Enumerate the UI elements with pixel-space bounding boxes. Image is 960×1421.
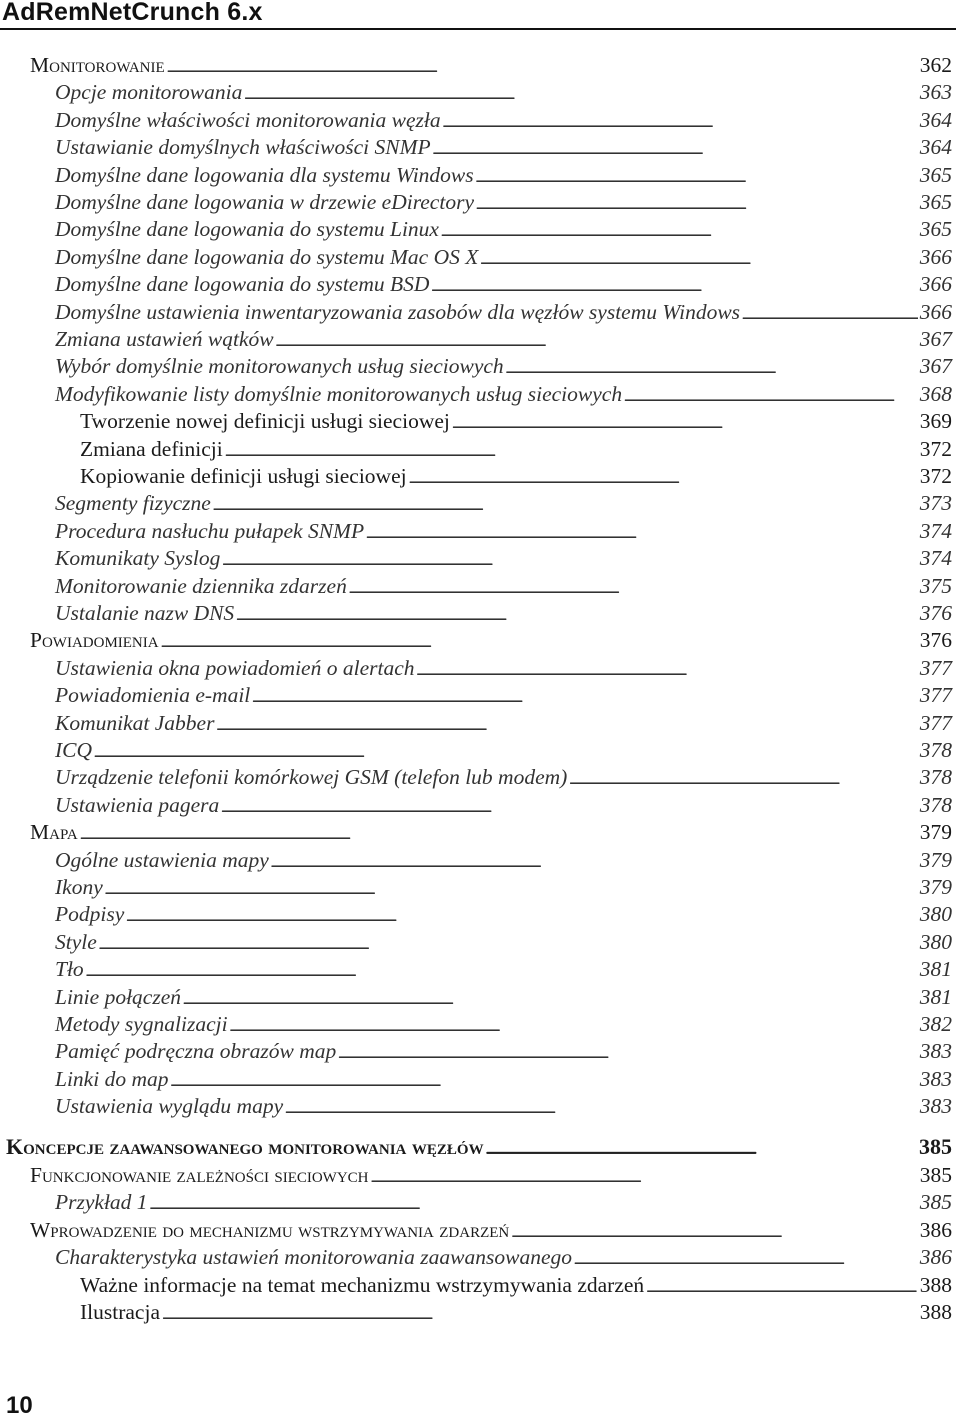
toc-entry-title: ICQ <box>55 738 93 762</box>
toc-entry-level-2[interactable] <box>55 1066 952 1093</box>
toc-entry-page: 374 <box>919 546 952 571</box>
dot-leader <box>230 1011 918 1041</box>
toc-entry-page: 365 <box>919 162 952 187</box>
toc-entry-title: Ustawienia okna powiadomień o alertach <box>55 655 415 680</box>
toc-entry-level-2[interactable] <box>55 1093 952 1120</box>
toc-entry-page: 362 <box>919 53 952 77</box>
toc-entry-title: Domyślne dane logowania do systemu Linux <box>55 217 439 242</box>
toc-entry-title: Komunikaty Syslog <box>55 546 221 571</box>
toc-entry-level-2[interactable] <box>55 326 952 353</box>
toc-entry-level-2[interactable] <box>55 600 952 627</box>
dot-leader <box>417 655 918 685</box>
dot-leader <box>213 490 918 520</box>
toc-entry-title: Urządzenie telefonii komórkowej GSM (telefon lub modem) <box>55 765 568 790</box>
dot-leader <box>338 1038 917 1068</box>
toc-entry-level-2[interactable] <box>55 874 952 901</box>
dot-leader <box>276 326 918 356</box>
toc-entry-page: 388 <box>919 1300 952 1324</box>
dot-leader <box>371 1162 918 1192</box>
toc-entry-title: Mapa <box>30 820 78 845</box>
dot-leader <box>441 216 918 246</box>
dot-leader <box>431 271 917 301</box>
toc-entry-level-2[interactable] <box>55 1189 952 1216</box>
toc-entry-page: 379 <box>919 820 952 845</box>
dot-leader <box>236 600 918 630</box>
toc-entry-level-2[interactable] <box>55 299 952 326</box>
toc-entry-level-3[interactable] <box>80 1272 952 1299</box>
toc-entry-page: 375 <box>919 573 952 598</box>
toc-entry-level-3[interactable] <box>80 1299 952 1326</box>
dot-leader <box>742 299 918 329</box>
dot-leader <box>162 1299 918 1329</box>
dot-leader <box>150 1189 918 1219</box>
toc-entry-title: Opcje monitorowania <box>55 80 243 105</box>
toc-entry-page: 377 <box>919 655 952 680</box>
dot-leader <box>409 463 918 493</box>
toc-entry-level-2[interactable] <box>55 518 952 545</box>
toc-entry-title: Powiadomienia e-mail <box>55 683 251 708</box>
dot-leader <box>511 1217 917 1247</box>
page-number: 10 <box>6 1392 33 1419</box>
toc-entry-title: Zmiana definicji <box>80 436 223 461</box>
toc-entry-level-2[interactable] <box>55 984 952 1011</box>
dot-leader <box>244 79 917 109</box>
toc-entry-level-2[interactable] <box>55 244 952 271</box>
dot-leader <box>443 107 918 137</box>
toc-entry-page: 388 <box>919 1272 952 1297</box>
dot-leader <box>452 408 918 438</box>
toc-entry-page: 363 <box>919 80 952 105</box>
toc-entry-level-2[interactable] <box>55 737 952 764</box>
dot-leader <box>366 518 918 548</box>
toc-entry-level-2[interactable] <box>55 271 952 298</box>
toc-entry-page: 382 <box>919 1012 952 1036</box>
toc-entry-title: Wybór domyślnie monitorowanych usług sieciowych <box>55 354 504 379</box>
toc-entry-page: 377 <box>919 683 952 708</box>
toc-entry-level-2[interactable] <box>55 573 952 600</box>
dot-leader <box>624 381 918 411</box>
toc-entry-title: Charakterystyka ustawień monitorowania zaawansowanego <box>55 1245 572 1270</box>
dot-leader <box>480 244 917 274</box>
toc-entry-title: Domyślne ustawienia inwentaryzowania zasobów dla węzłów systemu Windows <box>55 299 741 324</box>
toc-entry-page: 383 <box>919 1094 952 1119</box>
dot-leader <box>216 710 917 740</box>
toc-entry-level-2[interactable] <box>55 162 952 189</box>
toc-entry-title: Ustalanie nazw DNS <box>55 601 235 625</box>
toc-entry-title: Funkcjonowanie zależności sieciowych <box>30 1163 369 1187</box>
toc-entry-title: Ilustracja <box>80 1300 160 1324</box>
dot-leader <box>285 1093 918 1123</box>
dot-leader <box>569 764 917 794</box>
toc-entry-level-2[interactable] <box>55 545 952 572</box>
toc-entry-title: Style <box>55 929 97 954</box>
toc-entry-page: 379 <box>919 847 952 872</box>
toc-entry-title: Tło <box>55 957 84 982</box>
toc-entry-page: 381 <box>919 957 952 982</box>
toc-entry-title: Ważne informacje na temat mechanizmu wstrzymywania zdarzeń <box>80 1272 645 1297</box>
toc-entry-level-2[interactable] <box>55 1244 952 1271</box>
toc-entry-level-2[interactable] <box>55 792 952 819</box>
toc-chapter-entry[interactable] <box>6 1133 952 1160</box>
toc-entry-page: 383 <box>919 1039 952 1064</box>
dot-leader <box>271 847 918 877</box>
toc-entry-title: Koncepcje zaawansowanego monitorowania węzłów <box>6 1133 484 1159</box>
toc-entry-level-3[interactable] <box>80 408 952 435</box>
toc-entry-title: Monitorowanie dziennika zdarzeń <box>55 573 347 598</box>
toc-entry-page: 386 <box>919 1245 952 1270</box>
dot-leader <box>80 819 918 849</box>
toc-entry-page: 366 <box>919 244 952 269</box>
toc-entry-page: 385 <box>919 1163 952 1187</box>
dot-leader <box>476 162 918 192</box>
toc-entry-title: Metody sygnalizacji <box>55 1012 228 1036</box>
toc-entry-level-2[interactable] <box>55 710 952 737</box>
dot-leader <box>94 737 918 767</box>
toc-entry-page: 378 <box>919 765 952 790</box>
toc-entry-title: Komunikat Jabber <box>55 710 215 735</box>
toc-entry-page: 367 <box>919 354 952 379</box>
toc-entry-title: Kopiowanie definicji usługi sieciowej <box>80 464 407 488</box>
toc-entry-page: 368 <box>919 381 952 406</box>
toc-entry-level-2[interactable] <box>55 956 952 983</box>
toc-entry-level-2[interactable] <box>55 655 952 682</box>
toc-entry-level-2[interactable] <box>55 134 952 161</box>
toc-entry-level-2[interactable] <box>55 490 952 517</box>
header-divider <box>0 28 956 30</box>
toc-entry-page: 374 <box>919 518 952 543</box>
dot-leader <box>86 956 918 986</box>
dot-leader <box>574 1244 918 1274</box>
toc-entry-page: 378 <box>919 792 952 817</box>
book-title: AdRemNetCrunch 6.x <box>2 0 263 26</box>
toc-entry-level-2[interactable] <box>55 79 952 106</box>
toc-entry-page: 379 <box>919 875 952 899</box>
toc-entry-level-1[interactable] <box>30 819 952 846</box>
toc-entry-level-2[interactable] <box>55 682 952 709</box>
toc-entry-level-2[interactable] <box>55 381 952 408</box>
toc-entry-title: Procedura nasłuchu pułapek SNMP <box>55 518 365 543</box>
dot-leader <box>183 984 918 1014</box>
toc-entry-level-2[interactable] <box>55 189 952 216</box>
toc-entry-page: 364 <box>919 135 952 160</box>
dot-leader <box>170 1066 917 1096</box>
toc-entry-title: Pamięć podręczna obrazów map <box>55 1039 337 1064</box>
dot-leader <box>167 52 918 82</box>
toc-entry-title: Ustawienia wyglądu mapy <box>55 1094 284 1119</box>
toc-entry-title: Ikony <box>55 875 103 899</box>
toc-entry-title: Domyślne dane logowania do systemu Mac OS X <box>55 244 479 269</box>
dot-leader <box>161 627 918 657</box>
toc-entry-title: Tworzenie nowej definicji usługi sieciowej <box>80 409 450 434</box>
toc-entry-title: Zmiana ustawień wątków <box>55 327 274 351</box>
toc-entry-page: 385 <box>919 1133 952 1159</box>
toc-entry-title: Linki do map <box>55 1066 169 1091</box>
toc-entry-page: 377 <box>919 710 952 735</box>
page-header <box>0 0 960 30</box>
toc-entry-page: 385 <box>919 1190 952 1215</box>
toc-entry-page: 369 <box>919 409 952 434</box>
toc-entry-page: 366 <box>919 272 952 297</box>
toc-entry-level-2[interactable] <box>55 353 952 380</box>
toc-entry-level-2[interactable] <box>55 107 952 134</box>
dot-leader <box>222 545 917 575</box>
toc-entry-title: Powiadomienia <box>30 628 159 653</box>
dot-leader <box>349 573 918 603</box>
toc-entry-page: 376 <box>919 628 952 653</box>
toc-entry-level-3[interactable] <box>80 436 952 463</box>
toc-entry-page: 364 <box>919 107 952 132</box>
dot-leader <box>252 682 917 712</box>
toc-entry-title: Ustawianie domyślnych właściwości SNMP <box>55 135 431 160</box>
toc-entry-level-2[interactable] <box>55 929 952 956</box>
toc-entry-page: 372 <box>919 436 952 461</box>
toc-entry-page: 380 <box>919 929 952 954</box>
toc-entry-title: Ustawienia pagera <box>55 792 220 817</box>
toc-entry-page: 381 <box>919 984 952 1009</box>
toc-entry-title: Wprowadzenie do mechanizmu wstrzymywania zdarzeń <box>30 1217 510 1242</box>
dot-leader <box>433 134 918 164</box>
toc-entry-level-2[interactable] <box>55 216 952 243</box>
toc-entry-title: Domyślne dane logowania dla systemu Windows <box>55 162 474 187</box>
toc-entry-level-2[interactable] <box>55 764 952 791</box>
toc-entry-page: 366 <box>919 299 952 324</box>
dot-leader <box>646 1272 918 1302</box>
toc-entry-title: Przykład 1 <box>55 1190 148 1215</box>
toc-entry-title: Domyślne dane logowania w drzewie eDirectory <box>55 190 474 214</box>
toc-entry-page: 383 <box>919 1066 952 1091</box>
toc-entry-title: Monitorowanie <box>30 53 165 77</box>
toc-entry-title: Segmenty fizyczne <box>55 491 211 516</box>
dot-leader <box>221 792 918 822</box>
toc-entry-page: 378 <box>919 738 952 762</box>
toc-entry-level-2[interactable] <box>55 1038 952 1065</box>
toc-entry-title: Linie połączeń <box>55 984 181 1009</box>
toc-entry-level-1[interactable] <box>30 1217 952 1244</box>
toc-entry-page: 367 <box>919 327 952 351</box>
toc-entry-page: 376 <box>919 601 952 625</box>
toc-entry-page: 365 <box>919 217 952 242</box>
toc-entry-page: 373 <box>919 491 952 516</box>
dot-leader <box>105 874 918 904</box>
toc-entry-title: Podpisy <box>55 902 125 927</box>
dot-leader <box>476 189 918 219</box>
toc-entry-level-3[interactable] <box>80 463 952 490</box>
toc-entry-level-2[interactable] <box>55 847 952 874</box>
toc-entry-title: Ogólne ustawienia mapy <box>55 847 269 872</box>
toc-entry-page: 380 <box>919 902 952 927</box>
toc-entry-title: Domyślne właściwości monitorowania węzła <box>55 107 441 132</box>
dot-leader <box>506 353 918 383</box>
toc-entry-level-1[interactable] <box>30 52 952 79</box>
toc-entry-level-2[interactable] <box>55 1011 952 1038</box>
toc-entry-level-1[interactable] <box>30 627 952 654</box>
toc-entry-level-1[interactable] <box>30 1162 952 1189</box>
toc-entry-page: 365 <box>919 190 952 214</box>
dot-leader <box>126 901 917 931</box>
toc-entry-title: Modyfikowanie listy domyślnie monitorowanych usług sieciowych <box>55 381 623 406</box>
toc-entry-level-2[interactable] <box>55 901 952 928</box>
toc-entry-title: Domyślne dane logowania do systemu BSD <box>55 272 430 297</box>
dot-leader <box>225 436 918 466</box>
dot-leader <box>99 929 918 959</box>
dot-leader <box>486 1133 917 1164</box>
toc-entry-page: 386 <box>919 1217 952 1242</box>
toc-entry-page: 372 <box>919 464 952 488</box>
